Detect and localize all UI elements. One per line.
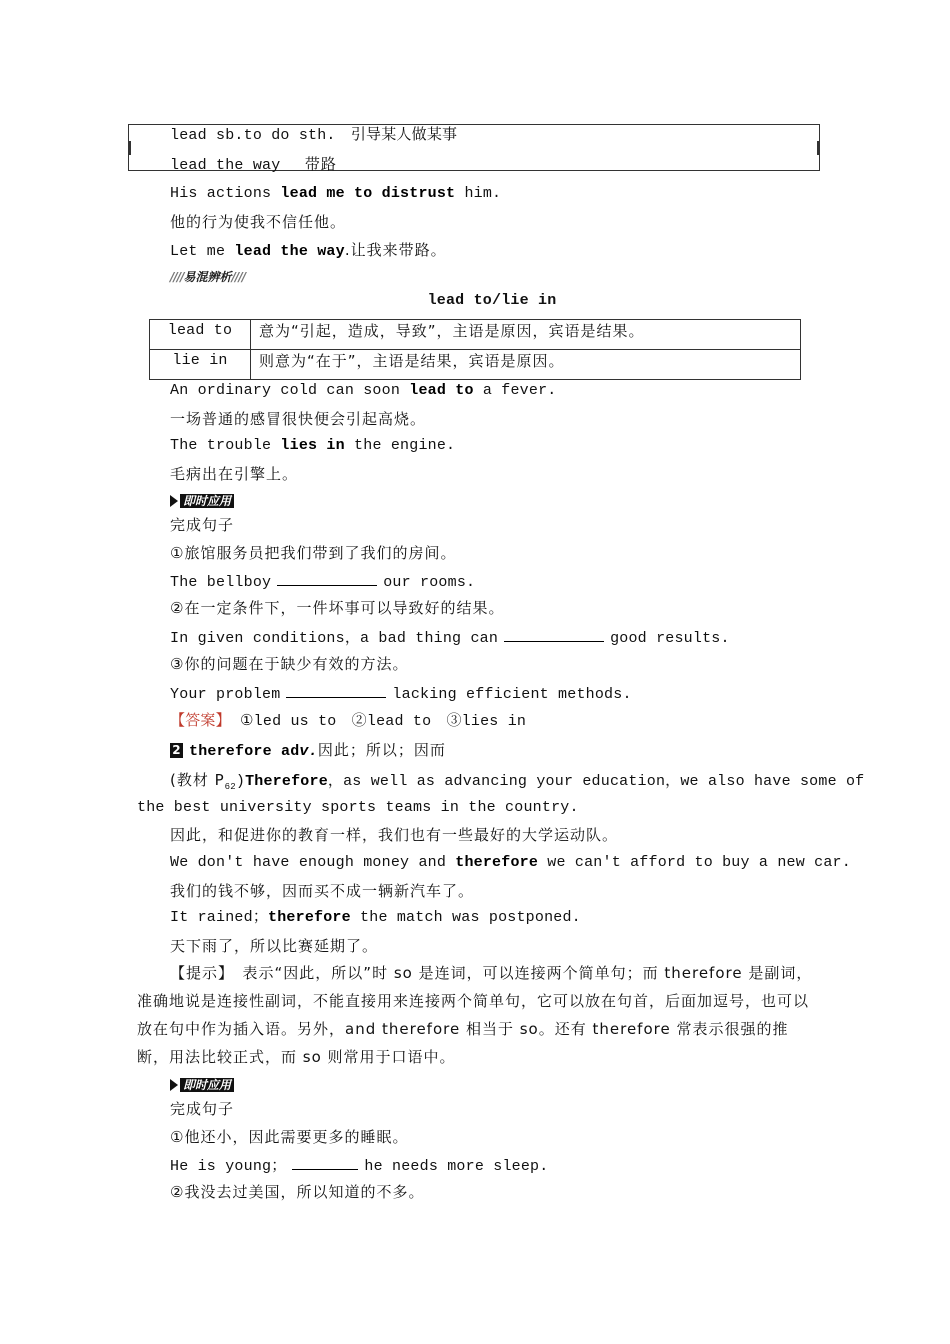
box-divider-right [817, 141, 819, 155]
exercise-3-zh: ③你的问题在于缺少有效的方法。 [170, 655, 409, 673]
instant-application-tag: 即时应用 [170, 492, 234, 509]
exercise-instruction: 完成句子 [170, 1100, 235, 1118]
example-6-en: It rained；therefore the match was postponed. [170, 909, 581, 926]
compare-title: lead to/lie in [427, 292, 557, 309]
example-1-en: His actions lead me to distrust him. [170, 185, 502, 202]
compare-key: lie in [150, 350, 251, 380]
exercise-2-zh: ②在一定条件下，一件坏事可以导致好的结果。 [170, 599, 505, 617]
example-4-en: The trouble lies in the engine. [170, 437, 456, 454]
example-5-en: We don't have enough money and therefore we can't afford to buy a new car. [170, 854, 851, 871]
exercise-3-en: Your problem lacking efficient methods. [170, 683, 632, 705]
box-divider-left [129, 141, 131, 155]
compare-key: lead to [150, 320, 251, 350]
usage-row-1: lead sb.to do sth. 引导某人做某事 [170, 127, 458, 144]
textbook-example-en-1: (教材 $P_{62})Therefore$，as well as advancing your education，we also have some of [170, 771, 865, 792]
example-3-zh: 一场普通的感冒很快便会引起高烧。 [170, 410, 427, 428]
example-4-zh: 毛病出在引擎上。 [170, 465, 299, 483]
exercise-2-en: In given conditions，a bad thing can good results. [170, 627, 730, 649]
answer-line [170, 710, 526, 732]
example-1-zh: 他的行为使我不信任他。 [170, 213, 347, 231]
usage-row-2 [170, 154, 337, 176]
exercise-instruction: 完成句子 [170, 516, 235, 534]
answer-blank[interactable] [277, 571, 377, 586]
compare-desc: 则意为“在于”，主语是结果，宾语是原因。 [251, 350, 801, 380]
usage-row-2-en: lead the way [170, 157, 281, 174]
answer-blank[interactable] [504, 627, 604, 642]
play-triangle-icon [170, 495, 178, 507]
answer-blank[interactable] [286, 683, 386, 698]
compare-desc: 意为“引起，造成，导致”，主语是原因，宾语是结果。 [251, 320, 801, 350]
tip-paragraph [137, 959, 813, 1071]
exercise-1-zh: ①旅馆服务员把我们带到了我们的房间。 [170, 544, 457, 562]
textbook-example-zh: 因此，和促进你的教育一样，我们也有一些最好的大学运动队。 [170, 826, 619, 844]
example-3-en: An ordinary cold can soon lead to a fever. [170, 382, 557, 399]
compare-table [149, 319, 801, 380]
answer-label: 【答案】 [170, 711, 231, 729]
example-2: Let me lead the way.让我来带路。 [170, 241, 447, 260]
exercise-5-zh: ②我没去过美国，所以知道的不多。 [170, 1183, 425, 1201]
usage-row-2-zh: 带路 [304, 155, 337, 173]
item-number-badge: 2 [170, 743, 183, 758]
tip-text: 表示“因此，所以”时 so 是连词，可以连接两个简单句；而 therefore 是副词，准确地说是连接性副词，不能直接用来连接两个简单句，它可以放在句首，后面加逗号，也可以放在句中作为插入语。另外，and therefore 相当于 so。还有 therefore 常表示很强的推断，用法比较正式，而 so 则常用于口语中。 [137, 964, 813, 1066]
exercise-4-en: He is young； he needs more sleep. [170, 1155, 548, 1177]
exercise-1-en: The bellboy our rooms. [170, 571, 475, 593]
example-5-zh: 我们的钱不够，因而买不成一辆新汽车了。 [170, 882, 475, 900]
play-triangle-icon [170, 1079, 178, 1091]
item-2-heading: 2 therefore adv.因此；所以；因而 [170, 740, 446, 762]
exercise-4-zh: ①他还小，因此需要更多的睡眠。 [170, 1128, 409, 1146]
answer-blank[interactable] [292, 1155, 358, 1170]
example-6-zh: 天下雨了，所以比赛延期了。 [170, 937, 379, 955]
table-row [150, 320, 801, 350]
textbook-example-en-2: the best university sports teams in the country. [137, 799, 579, 816]
tip-label: 【提示】 [170, 964, 227, 982]
instant-application-tag: 即时应用 [170, 1076, 234, 1093]
table-row [150, 350, 801, 380]
confusion-section-tag: ////易混辨析//// [170, 270, 246, 284]
answer-text: ①led us to ②lead to ③lies in [240, 713, 527, 730]
